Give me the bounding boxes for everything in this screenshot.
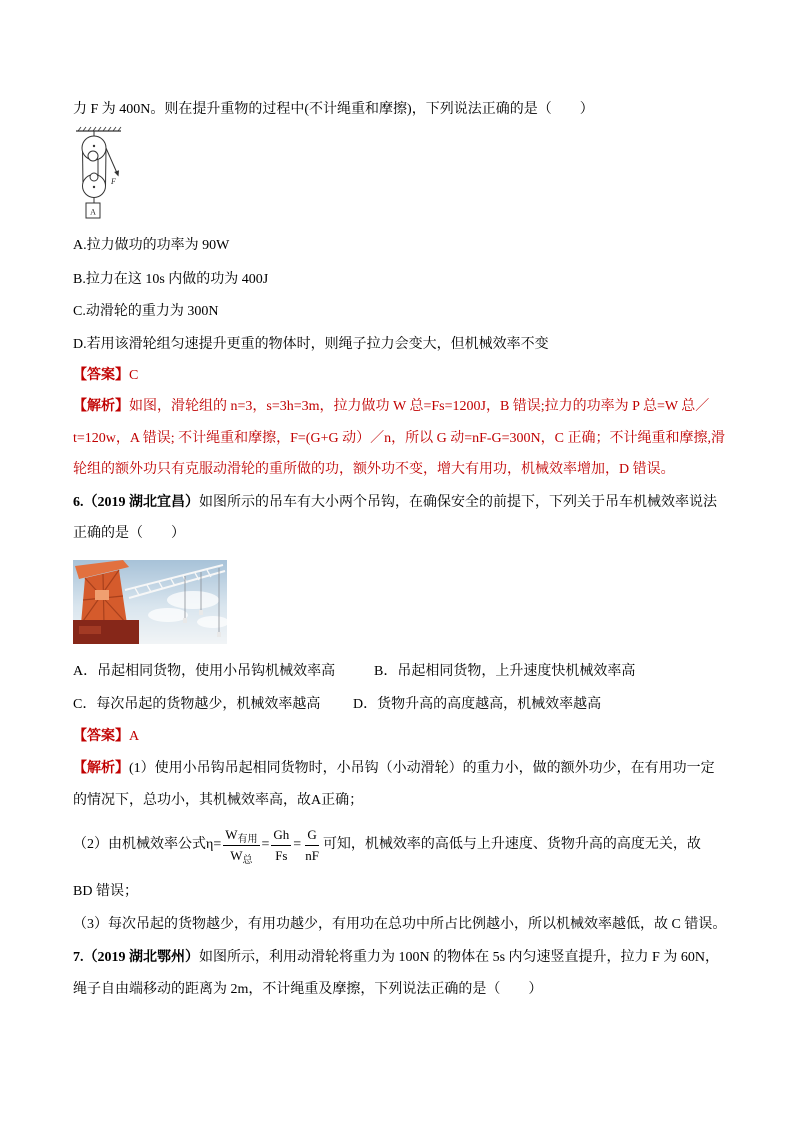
efficiency-formula-line (73, 823, 701, 867)
q5-option-b: B.拉力在这 10s 内做的功为 400J (73, 272, 269, 287)
q6-option-c: C．每次吊起的货物越少，机械效率越高 (73, 697, 321, 712)
equals-sign: = (293, 837, 302, 852)
answer-tag: 【答案】 (73, 368, 129, 383)
q6-analysis-line-1 (73, 759, 715, 779)
force-label: F (111, 177, 116, 186)
q6-analysis-part2-tail: BD 错误； (73, 884, 138, 899)
analysis-tag: 【解析】 (73, 761, 129, 776)
answer-value: A (129, 729, 140, 744)
fraction-numerator: Gh (271, 826, 291, 846)
q5-option-c: C.动滑轮的重力为 300N (73, 304, 219, 319)
q5-option-a: A.拉力做功的功率为 90W (73, 238, 230, 253)
question-stem: 如图所示的吊车有大小两个吊钩，在确保安全的前提下，下列关于吊车机械效率说法 (199, 495, 717, 510)
subscript-useful: 有用 (237, 833, 258, 845)
fraction-denominator (228, 846, 254, 865)
pulley-system-figure (73, 126, 125, 222)
q6-analysis-line-2: 的情况下，总功小，其机械效率高，故A正确； (73, 793, 364, 808)
q5-analysis-line-3: 轮组的额外功只有克服动滑轮的重所做的功，额外功不变，增大有用功，机械效率增加，D 错误。 (73, 462, 675, 477)
fraction-denominator: Fs (275, 847, 288, 863)
q5-option-d: D.若用该滑轮组匀速提升更重的物体时，则绳子拉力会变大，但机械效率不变 (73, 337, 549, 352)
q6-answer-line (73, 727, 139, 747)
fixed-pulley-axle (93, 145, 95, 147)
fraction-denominator: nF (305, 847, 319, 863)
fraction-gh-over-fs (271, 826, 291, 865)
fraction-numerator: G (305, 826, 318, 846)
movable-pulley-axle (93, 186, 95, 188)
answer-value: C (129, 368, 139, 383)
subscript-total: 总 (242, 854, 253, 866)
answer-tag: 【答案】 (73, 729, 129, 744)
fraction-g-over-nf (303, 826, 321, 865)
fixed-pulley-inner-wheel (88, 151, 98, 161)
load-block-label: A (90, 207, 96, 217)
q6-stem-line-1 (73, 493, 717, 513)
q7-stem-line-1 (73, 948, 719, 968)
question-source: （2019 湖北鄂州） (83, 950, 199, 965)
analysis-text: (1）使用小吊钩吊起相同货物时，小吊钩（小动滑轮）的重力小，做的额外功少，在有用功一定 (129, 761, 715, 776)
question-number: 6. (73, 495, 84, 510)
question-number: 7. (73, 950, 84, 965)
equals-sign: = (261, 837, 270, 852)
q5-analysis-line-1 (73, 397, 709, 417)
question-source: （2019 湖北宜昌） (83, 495, 199, 510)
fraction-useful-over-total-work (223, 826, 259, 865)
work-symbol: W (230, 847, 243, 863)
q6-stem-line-2: 正确的是（ ） (73, 526, 185, 541)
q6-option-d: D．货物升高的高度越高，机械效率越高 (353, 697, 602, 712)
crane-photo (73, 560, 227, 644)
q6-option-b: B．吊起相同货物，上升速度快机械效率高 (374, 664, 636, 679)
analysis-tag: 【解析】 (73, 399, 129, 414)
ceiling-support (76, 127, 121, 136)
work-symbol: W (225, 826, 238, 842)
q6-analysis-part3: （3）每次吊起的货物越少，有用功越少，有用功在总功中所占比例越小，所以机械效率越低，故 C 错误。 (73, 917, 727, 932)
q7-stem-line-2: 绳子自由端移动的距离为 2m，不计绳重及摩擦，下列说法正确的是（ ） (73, 982, 543, 997)
q6-option-a: A．吊起相同货物，使用小吊钩机械效率高 (73, 664, 336, 679)
fraction-numerator (223, 826, 259, 846)
analysis-text: 如图，滑轮组的 n=3，s=3h=3m，拉力做功 W 总=Fs=1200J，B 错误;拉力的功率为 P 总=W 总／ (129, 399, 710, 414)
movable-pulley-inner-wheel (90, 173, 98, 181)
force-arrow-icon (114, 170, 119, 176)
q5-analysis-line-2: t=120w，A 错误; 不计绳重和摩擦，F=(G+G 动）／n，所以 G 动=nF-G=300N，C 正确；不计绳重和摩擦,滑 (73, 431, 725, 446)
formula-suffix: 可知，机械效率的高低与上升速度、货物升高的高度无关，故 (322, 837, 701, 852)
question-stem: 如图所示，利用动滑轮将重力为 100N 的物体在 5s 内匀速竖直提升，拉力 F 为 60N， (199, 950, 719, 965)
q5-answer-line (73, 366, 138, 386)
q5-stem-tail: 力 F 为 400N。则在提升重物的过程中(不计绳重和摩擦)，下列说法正确的是（ ） (73, 102, 594, 117)
formula-prefix: （2）由机械效率公式η= (73, 837, 222, 852)
crane-base-detail (79, 626, 101, 634)
